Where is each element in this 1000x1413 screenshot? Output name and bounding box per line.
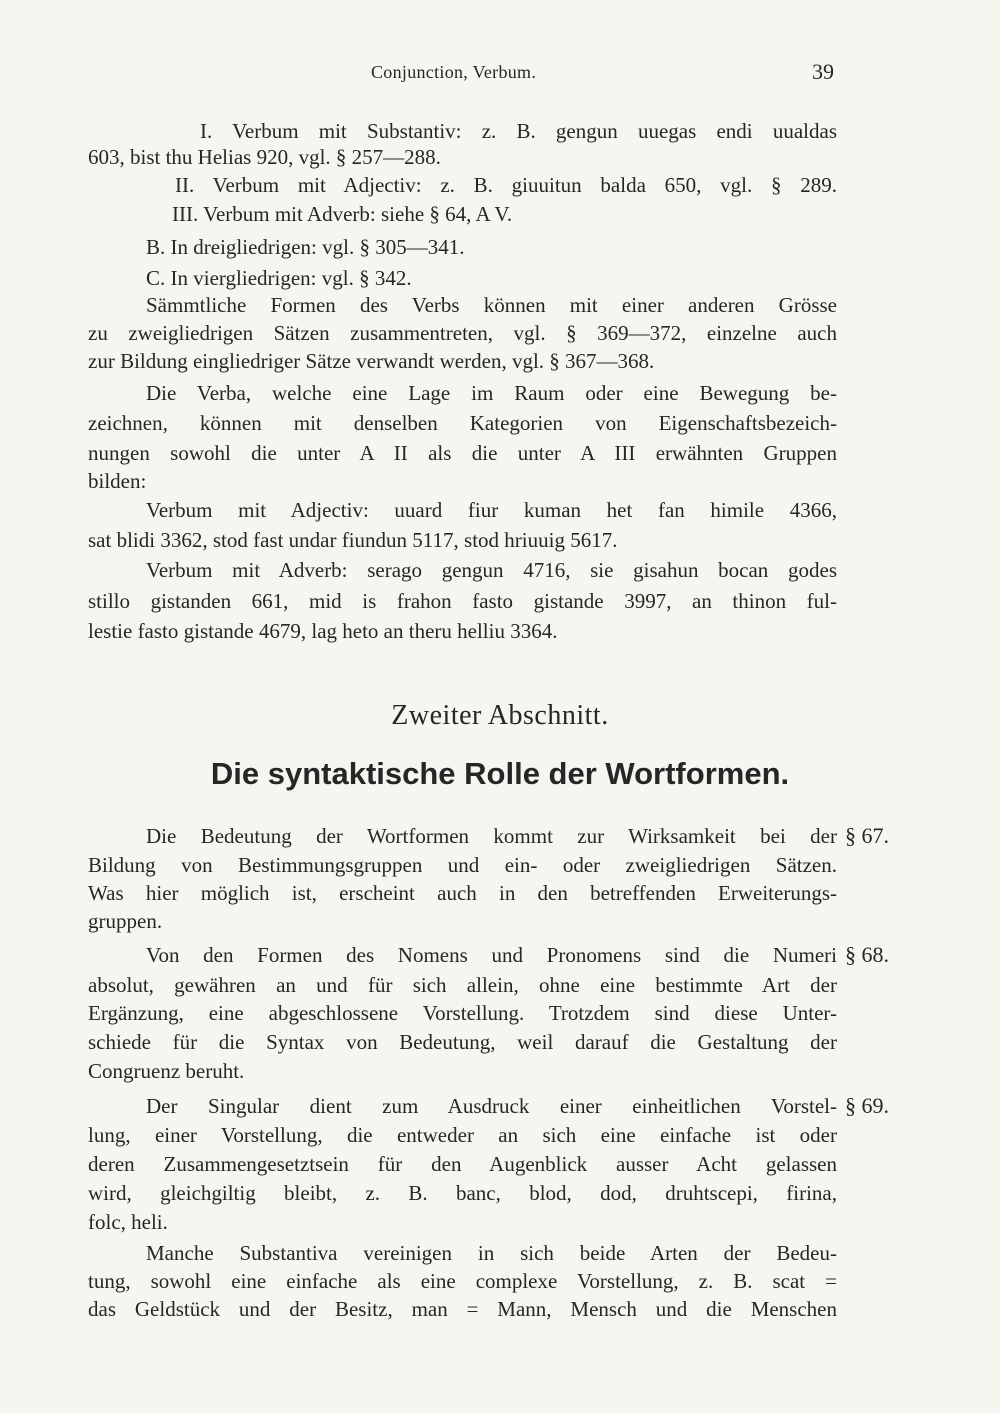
- text-line: deren Zusammengesetztsein für den Augenblick ausser Acht gelassen: [88, 1152, 837, 1176]
- text-line: III. Verbum mit Adverb: siehe § 64, A V.: [172, 202, 513, 226]
- text-line: Von den Formen des Nomens und Pronomens sind die Numeri: [146, 943, 837, 967]
- section-heading: Zweiter Abschnitt.: [391, 700, 609, 731]
- text-line: B. In dreigliedrigen: vgl. § 305—341.: [146, 235, 465, 259]
- text-line: Was hier möglich ist, erscheint auch in den betreffenden Erweiterungs-: [88, 881, 837, 905]
- page-number: 39: [812, 59, 834, 84]
- text-line: das Geldstück und der Besitz, man = Mann, Mensch und die Menschen: [88, 1297, 837, 1321]
- text-line: gruppen.: [88, 909, 163, 933]
- text-line: lestie fasto gistande 4679, lag heto an theru helliu 3364.: [88, 619, 558, 643]
- running-head: Conjunction, Verbum.: [371, 62, 537, 82]
- text-line: I. Verbum mit Substantiv: z. B. gengun uuegas endi uualdas: [200, 119, 837, 143]
- text-line: II. Verbum mit Adjectiv: z. B. giuuitun balda 650, vgl. § 289.: [175, 173, 837, 197]
- text-line: wird, gleichgiltig bleibt, z. B. banc, blod, dod, druhtscepi, firina,: [88, 1181, 837, 1205]
- text-line: Manche Substantiva vereinigen in sich beide Arten der Bedeu-: [146, 1241, 837, 1265]
- text-line: zu zweigliedrigen Sätzen zusammentreten, vgl. § 369—372, einzelne auch: [88, 321, 837, 345]
- text-line: Bildung von Bestimmungsgruppen und ein- oder zweigliedrigen Sätzen.: [88, 853, 837, 877]
- page-header: [0, 59, 1000, 92]
- text-line: zur Bildung eingliedriger Sätze verwandt werden, vgl. § 367—368.: [88, 349, 655, 373]
- text-line: Verbum mit Adverb: serago gengun 4716, sie gisahun bocan godes: [146, 558, 837, 582]
- text-line: Ergänzung, eine abgeschlossene Vorstellung. Trotzdem sind diese Unter-: [88, 1001, 837, 1025]
- text-line: lung, einer Vorstellung, die entweder an sich eine einfache ist oder: [88, 1123, 837, 1147]
- paragraph-mark: § 67.: [845, 823, 889, 848]
- text-line: folc, heli.: [88, 1210, 168, 1234]
- text-line: 603, bist thu Helias 920, vgl. § 257—288.: [88, 145, 441, 169]
- text-line: Der Singular dient zum Ausdruck einer einheitlichen Vorstel-: [146, 1094, 837, 1118]
- text-line: schiede für die Syntax von Bedeutung, weil darauf die Gestaltung der: [88, 1030, 837, 1054]
- paragraph-mark: § 68.: [845, 942, 889, 967]
- text-line: absolut, gewähren an und für sich allein, ohne eine bestimmte Art der: [88, 973, 837, 997]
- text-line: stillo gistanden 661, mid is frahon fasto gistande 3997, an thinon ful-: [88, 589, 837, 613]
- text-line: C. In viergliedrigen: vgl. § 342.: [146, 266, 412, 290]
- text-line: Die Bedeutung der Wortformen kommt zur Wirksamkeit bei der: [146, 824, 837, 848]
- text-line: Congruenz beruht.: [88, 1059, 245, 1083]
- text-line: Die Verba, welche eine Lage im Raum oder eine Bewegung be-: [146, 381, 837, 405]
- text-line: Verbum mit Adjectiv: uuard fiur kuman het fan himile 4366,: [146, 498, 837, 522]
- text-line: sat blidi 3362, stod fast undar fiundun 5117, stod hriuuig 5617.: [88, 528, 618, 552]
- section-title: Die syntaktische Rolle der Wortformen.: [210, 756, 790, 791]
- text-line: nungen sowohl die unter A II als die unter A III erwähnten Gruppen: [88, 441, 837, 465]
- paragraph-mark: § 69.: [845, 1093, 889, 1118]
- text-line: bilden:: [88, 469, 147, 493]
- text-line: Sämmtliche Formen des Verbs können mit einer anderen Grösse: [146, 293, 837, 317]
- text-line: zeichnen, können mit denselben Kategorien von Eigenschaftsbezeich-: [88, 411, 837, 435]
- text-line: tung, sowohl eine einfache als eine complexe Vorstellung, z. B. scat =: [88, 1269, 837, 1293]
